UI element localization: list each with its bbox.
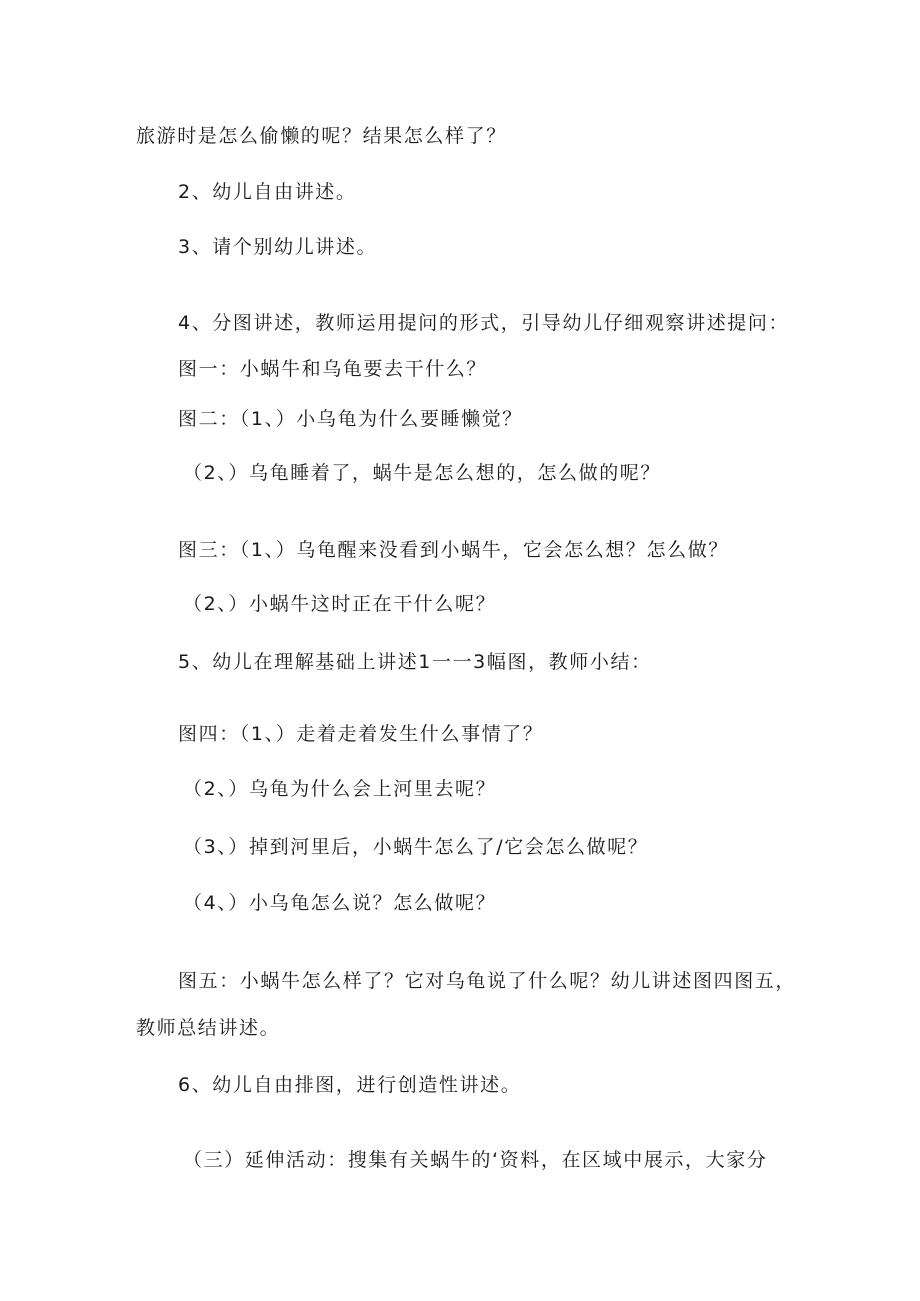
text-line-8: 图三：（1、）乌龟醒来没看到小蜗牛，它会怎么想？怎么做？ <box>178 539 729 561</box>
text-line-6: 图二：（1、）小乌龟为什么要睡懒觉？ <box>178 408 523 430</box>
text-line-9: （2、）小蜗牛这时正在干什么呢？ <box>183 593 497 615</box>
text-line-14: （4、）小乌龟怎么说？怎么做呢？ <box>183 892 497 914</box>
text-line-13: （3、）掉到河里后，小蜗牛怎么了/它会怎么做呢？ <box>183 836 649 858</box>
text-line-17: 6、幼儿自由排图，进行创造性讲述。 <box>178 1074 522 1096</box>
text-line-16: 教师总结讲述。 <box>136 1017 281 1039</box>
text-line-1: 旅游时是怎么偷懒的呢？结果怎么样了？ <box>136 125 507 147</box>
text-line-15: 图五：小蜗牛怎么样了？它对乌龟说了什么呢？幼儿讲述图四图五， <box>178 970 797 992</box>
text-line-7: （2、）乌龟睡着了，蜗牛是怎么想的，怎么做的呢？ <box>183 462 661 484</box>
text-line-10: 5、幼儿在理解基础上讲述1一一3幅图，教师小结： <box>178 651 652 673</box>
text-line-4: 4、分图讲述，教师运用提问的形式，引导幼儿仔细观察讲述提问： <box>178 312 790 334</box>
text-line-11: 图四：（1、）走着走着发生什么事情了？ <box>178 723 544 745</box>
text-line-2: 2、幼儿自由讲述。 <box>178 181 357 203</box>
text-line-5: 图一：小蜗牛和乌龟要去干什么？ <box>178 358 488 380</box>
text-line-3: 3、请个别幼儿讲述。 <box>178 236 378 258</box>
text-line-18: （三）延伸活动：搜集有关蜗牛的‘资料，在区域中展示，大家分 <box>183 1149 768 1171</box>
text-line-12: （2、）乌龟为什么会上河里去呢？ <box>183 778 497 800</box>
